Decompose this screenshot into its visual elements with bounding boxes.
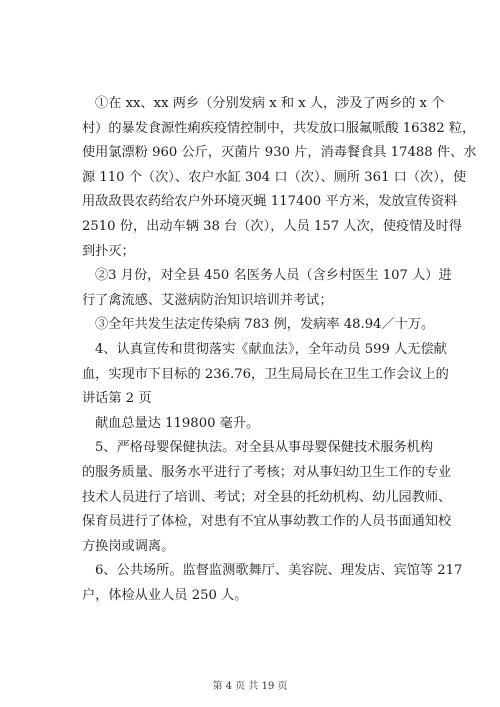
text-line: ②3 月份，对全县 450 名医务人员（含乡村医生 107 人）进: [95, 268, 452, 284]
text-line: 献血总量达 119800 毫升。: [95, 415, 260, 431]
text-line: 行了禽流感、艾滋病防治知识培训并考试；: [82, 292, 333, 308]
text-line: 5、严格母婴保健执法。对全县从事母婴保健技术服务机构: [95, 440, 434, 456]
text-line: 保育员进行了体检，对患有不宜从事幼教工作的人员书面通知校: [82, 514, 452, 530]
text-line: 讲话第 2 页: [82, 391, 152, 407]
text-line: 6、公共场所。监督监测歌舞厅、美容院、理发店、宾馆等 217: [95, 563, 463, 579]
text-line: 血，实现市下目标的 236.76，卫生局局长在卫生工作会议上的: [82, 366, 449, 382]
text-line: 源 110 个（次）、农户水缸 304 口（次）、厕所 361 口（次），使: [82, 169, 467, 185]
text-line: 的服务质量、服务水平进行了考核；对从事妇幼卫生工作的专业: [82, 464, 452, 480]
text-line: 村）的暴发食源性痢疾疫情控制中，共发放口服氟哌酸 16382 粒，: [82, 120, 476, 136]
document-body: [82, 92, 477, 608]
text-line: 技术人员进行了培训、考试；对全县的托幼机构、幼儿园教师、: [82, 489, 452, 505]
text-line: ①在 xx、xx 两乡（分别发病 x 和 x 人，涉及了两乡的 x 个: [95, 96, 445, 111]
text-line: 2510 份，出动车辆 38 台（次），人员 157 人次，使疫情及时得: [82, 218, 462, 234]
text-line: 方换岗或调离。: [82, 538, 175, 554]
text-line: 使用氯漂粉 960 公斤，灭菌片 930 片，消毒餐食具 17488 件、水: [82, 145, 477, 161]
text-line: ③全年共发生法定传染病 783 例，发病率 48.94／十万。: [95, 317, 435, 333]
text-line: 到扑灭；: [82, 243, 135, 259]
text-line: 用敌敌畏农药给农户外环境灭蝇 117400 平方米，发放宣传资料: [82, 194, 458, 210]
page-number-footer: 第 4 页 共 19 页: [212, 681, 288, 692]
text-line: 户，体检从业人员 250 人。: [82, 587, 248, 603]
text-line: 4、认真宣传和贯彻落实《献血法》，全年动员 599 人无偿献: [95, 341, 447, 357]
